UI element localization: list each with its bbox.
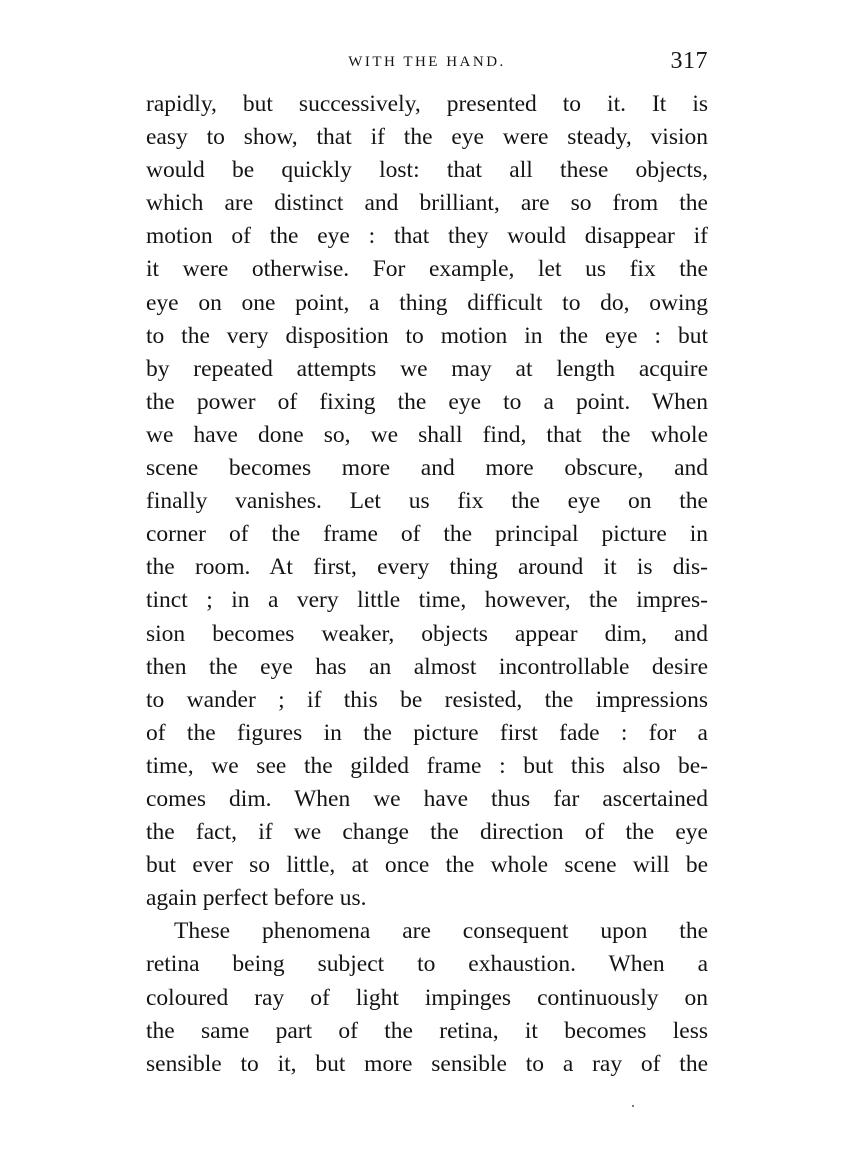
text-line: the same part of the retina, it becomes less: [146, 1017, 708, 1044]
text-line: then the eye has an almost incontrollable desire: [146, 653, 708, 680]
text-line: to wander ; if this be resisted, the impressions: [146, 686, 708, 713]
text-line: motion of the eye : that they would disappear if: [146, 223, 708, 250]
text-line: sion becomes weaker, objects appear dim, and: [146, 620, 708, 647]
text-line: scene becomes more and more obscure, and: [146, 455, 708, 482]
text-line: we have done so, we shall find, that the whole: [146, 421, 708, 448]
text-line: the room. At first, every thing around it is dis-: [146, 554, 708, 581]
text-line: the power of fixing the eye to a point. When: [146, 388, 708, 415]
text-line: which are distinct and brilliant, are so from the: [146, 190, 708, 217]
text-line: to the very disposition to motion in the eye : but: [146, 322, 708, 349]
text-line: tinct ; in a very little time, however, the impres-: [146, 587, 708, 614]
text-line: finally vanishes. Let us fix the eye on the: [146, 488, 708, 515]
text-line: but ever so little, at once the whole scene will be: [146, 852, 708, 879]
text-line: These phenomena are consequent upon the: [174, 918, 708, 945]
text-line: it were otherwise. For example, let us fix the: [146, 256, 708, 283]
text-line: comes dim. When we have thus far ascertained: [146, 785, 708, 812]
text-line: corner of the frame of the principal picture in: [146, 521, 708, 548]
text-line: again perfect before us.: [146, 885, 367, 912]
text-line: by repeated attempts we may at length acquire: [146, 355, 708, 382]
print-speck: [632, 1105, 634, 1107]
text-line: would be quickly lost: that all these objects,: [146, 157, 708, 184]
paragraph-2: [146, 915, 708, 1080]
page-number: 317: [670, 48, 708, 74]
text-line: sensible to it, but more sensible to a ray of the: [146, 1050, 708, 1077]
text-line: of the figures in the picture first fade : for a: [146, 719, 708, 746]
paragraph-1: [146, 88, 708, 915]
text-line: rapidly, but successively, presented to it. It is: [146, 91, 708, 117]
running-title: WITH THE HAND.: [348, 54, 506, 70]
body-text: [146, 88, 708, 1081]
text-line: eye on one point, a thing difficult to do, owing: [146, 289, 708, 316]
text-line: coloured ray of light impinges continuously on: [146, 984, 708, 1011]
text-line: retina being subject to exhaustion. When a: [146, 951, 708, 978]
text-line: the fact, if we change the direction of the eye: [146, 819, 708, 846]
text-line: time, we see the gilded frame : but this also be-: [146, 752, 708, 779]
running-head: [146, 48, 708, 76]
text-line: easy to show, that if the eye were steady, vision: [146, 124, 708, 151]
